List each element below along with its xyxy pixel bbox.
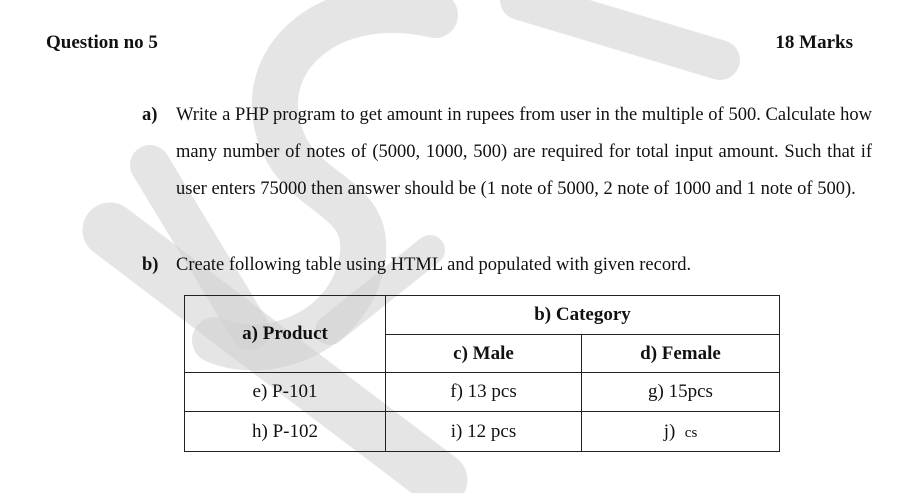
table-row (185, 373, 780, 412)
question-b (142, 247, 872, 284)
question-a (142, 97, 872, 208)
male-cell: i) 12 pcs (386, 412, 582, 452)
table-row (185, 412, 780, 452)
question-header (46, 32, 853, 54)
product-table (184, 295, 780, 452)
female-cell: g) 15pcs (582, 373, 780, 412)
product-cell: h) P-102 (185, 412, 386, 452)
female-cell-label: j) (663, 420, 676, 442)
category-header: b) Category (386, 296, 780, 335)
female-cell (582, 412, 780, 452)
marks-label: 18 Marks (775, 32, 853, 53)
question-b-text: Create following table using HTML and populated with given record. (176, 255, 692, 275)
male-header: c) Male (386, 334, 582, 373)
male-cell: f) 13 pcs (386, 373, 582, 412)
question-a-text: Write a PHP program to get amount in rupees from user in the multiple of 500. Calculate how many number of notes of (5000, 1000, 500) are required for total input amount. Such that if user enters 75000 then answer should be (1 note of 5000, 2 note of 1000 and 1 note of 500). (176, 105, 872, 199)
question-b-label: b) (142, 255, 159, 275)
question-number: Question no 5 (46, 32, 158, 53)
product-header: a) Product (185, 296, 386, 373)
female-cell-value: cs (684, 424, 698, 441)
question-a-label: a) (142, 105, 158, 125)
female-header: d) Female (582, 334, 780, 373)
product-cell: e) P-101 (185, 373, 386, 412)
